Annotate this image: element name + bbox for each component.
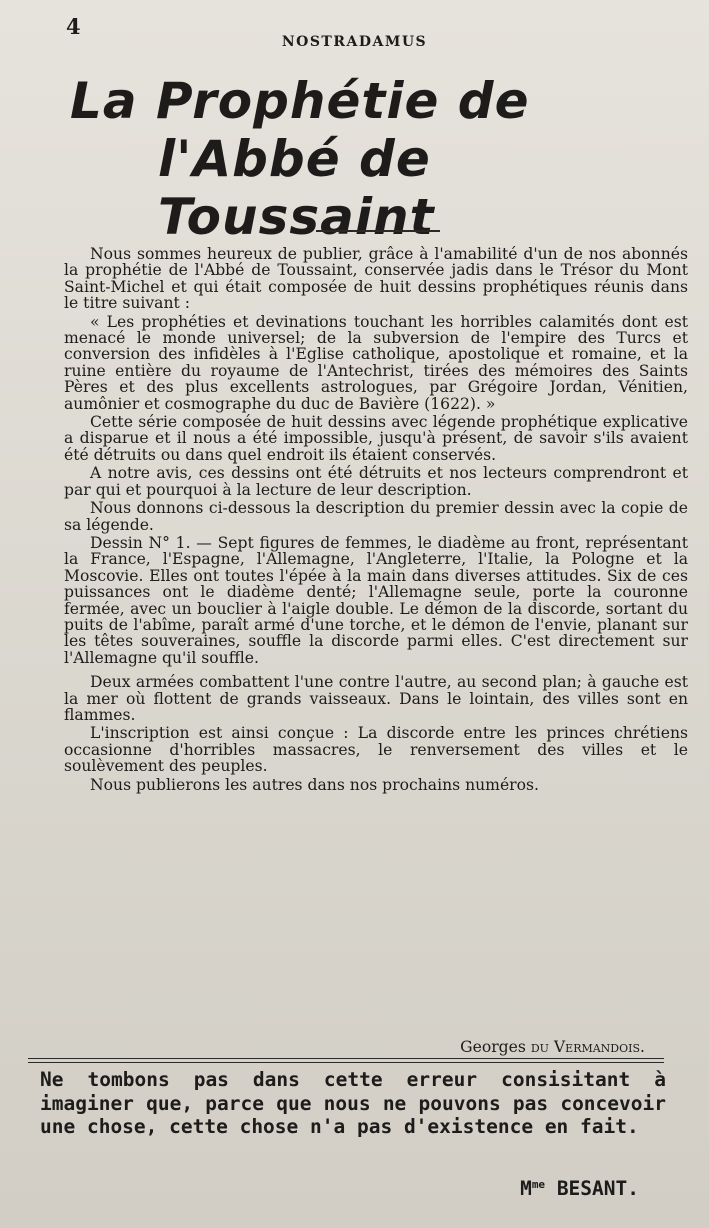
paragraph-opinion: A notre avis, ces dessins ont été détruits et nos lecteurs comprendront et par qui et pourquoi à la lecture de leur description. — [64, 464, 688, 499]
title-divider — [316, 230, 440, 232]
paragraph-dessin-1: Dessin N° 1. — Sept figures de femmes, le diadème au front, représentant la France, l'Espagne, l'Allemagne, l'Angleterre, l'Italie, la Pologne et la Moscovie. Elles ont toutes l'épée à la main dans diverses attitudes. Six de ces puissances ont le diadème denté; l'Allemagne seule, porte la couronne fermée, avec un bouclier à l'aigle double. Le démon de la discorde, sortant du puits de l'abîme, paraît armé d'une torche, et le démon de l'envie, planant sur les têtes souveraines, souffle la discorde parmi elles. C'est directement sur l'Allemagne qu'il souffle. — [64, 533, 688, 667]
quote-box — [40, 1068, 666, 1139]
title-line-2: l'Abbé de Toussaint — [158, 130, 435, 246]
quote-author-name: BESANT. — [556, 1177, 639, 1200]
paragraph-intro: Nous sommes heureux de publier, grâce à l'amabilité d'un de nos abonnés la prophétie de l'Abbé de Toussaint, conservée jadis dans le Trésor du Mont Saint-Michel et qui était composée de huit dessins prophétiques réunis dans le titre suivant : — [64, 245, 688, 313]
paragraph-series: Cette série composée de huit dessins avec légende prophétique explicative a disparue et il nous a été impossible, jusqu'à présent, de savoir s'ils avaient été détruits ou dans quel endroit ils étaient conservés. — [64, 413, 688, 464]
article-signature — [460, 1038, 645, 1056]
article-title — [70, 72, 709, 246]
section-rule-top — [28, 1058, 664, 1059]
signature-last-name: du Vermandois. — [530, 1038, 645, 1056]
page-number: 4 — [66, 14, 81, 39]
paragraph-announcement: Nous donnons ci-dessous la description du premier dessin avec la copie de sa légende. — [64, 499, 688, 534]
quote-author-title: M — [520, 1177, 532, 1200]
title-line-1: La Prophétie de — [70, 72, 530, 130]
quote-author-title-sup: me — [531, 1178, 546, 1191]
paragraph-armies: Deux armées combattent l'une contre l'autre, au second plan; à gauche est la mer où flottent de grands vaisseaux. Dans le lointain, des villes sont en flammes. — [64, 673, 688, 724]
running-head: NOSTRADAMUS — [281, 34, 428, 50]
quote-author — [520, 1177, 639, 1200]
section-rule-bottom — [28, 1062, 664, 1063]
paragraph-title-quote: « Les prophéties et devinations touchant les horribles calamités dont est menacé le monde universel; de la subversion de l'empire des Turcs et conversion des infidèles à l'Eglise catholique, apostolique et romaine, et la ruine entière du royaume de l'Antechrist, tirées des mémoires des Saints Pères et des plus excellents astrologues, par Grégoire Jordan, Vénitien, aumônier et cosmographe du duc de Bavière (1622). » — [64, 312, 688, 413]
paragraph-inscription: L'inscription est ainsi conçue : La discorde entre les princes chrétiens occasionne d'horribles massacres, le renversement des villes et le soulèvement des peuples. — [64, 724, 688, 776]
quote-text: Ne tombons pas dans cette erreur consisitant à imaginer que, parce que nous ne pouvons pas concevoir une chose, cette chose n'a pas d'existence en fait. — [40, 1068, 666, 1138]
signature-first-name: Georges — [460, 1038, 526, 1056]
paragraph-closing: Nous publierons les autres dans nos prochains numéros. — [90, 775, 539, 794]
article-body — [64, 246, 688, 795]
